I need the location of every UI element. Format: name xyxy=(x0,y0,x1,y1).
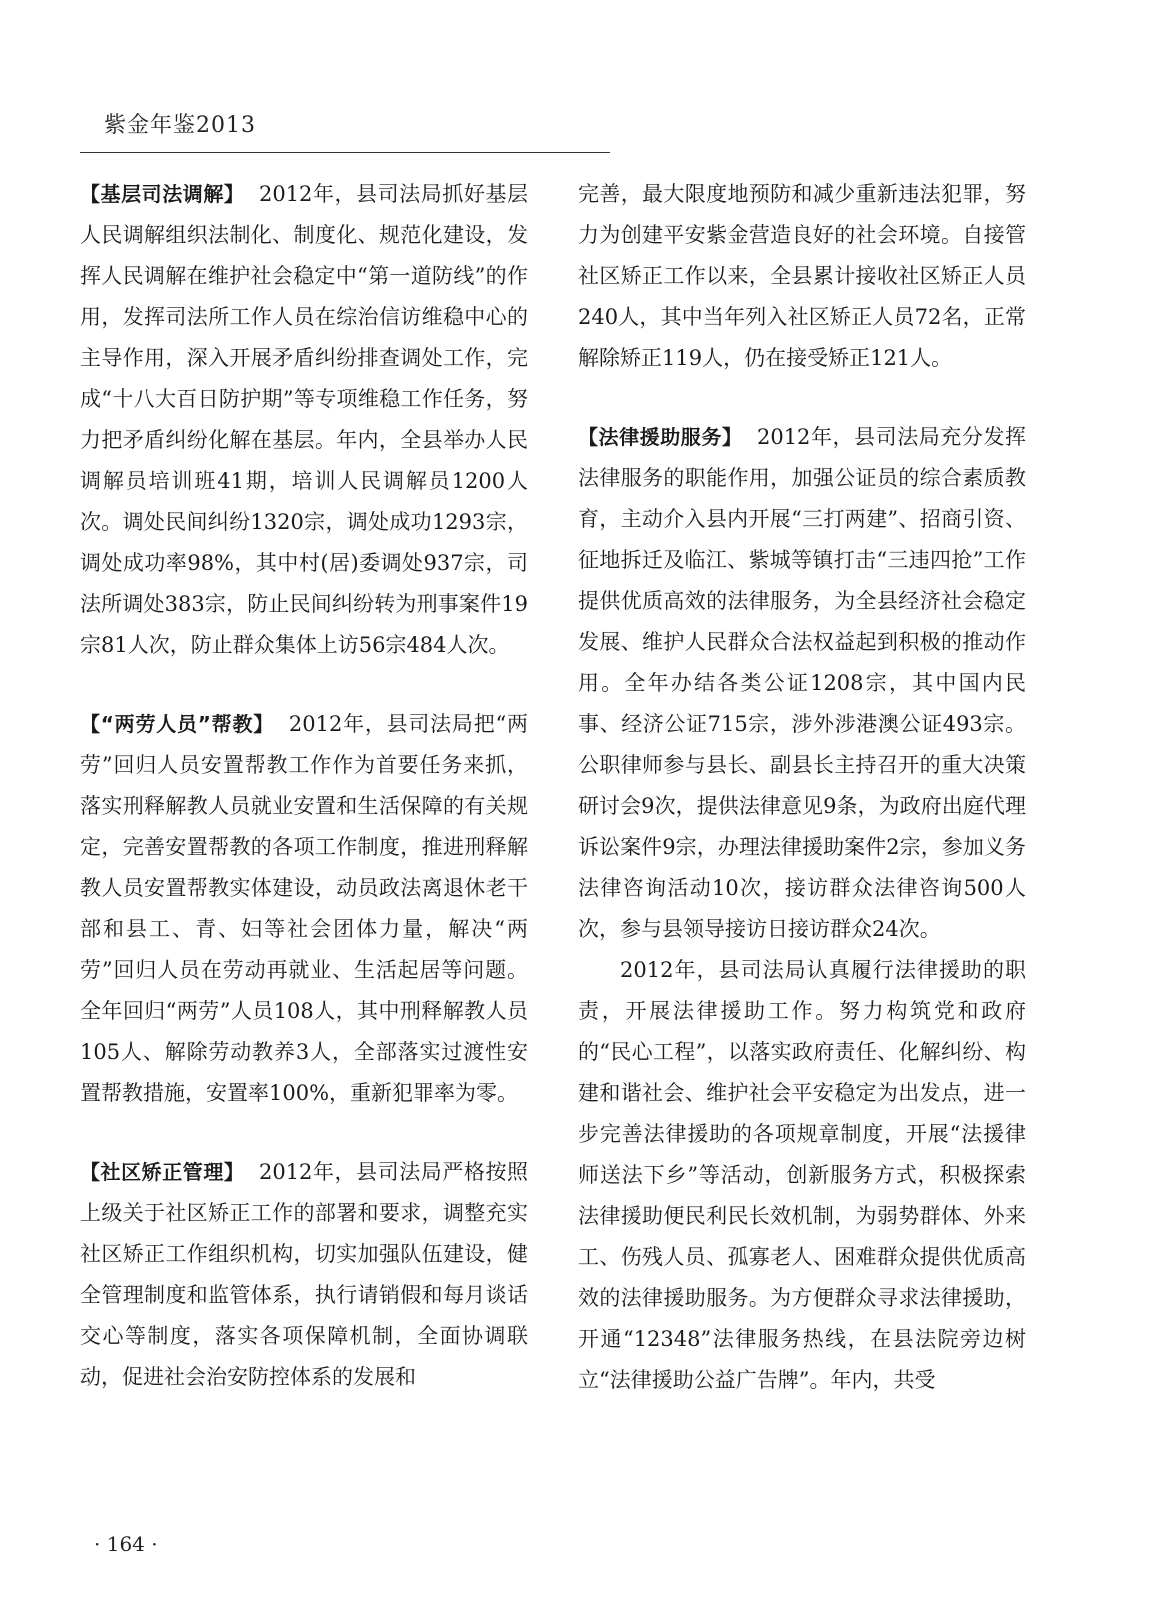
section-heading: 【社区矫正管理】 xyxy=(80,1160,245,1184)
right-column xyxy=(578,174,1026,1401)
paragraph-correction-continued xyxy=(578,174,1026,379)
section-heading: 【基层司法调解】 xyxy=(80,182,245,206)
left-column xyxy=(80,174,528,1398)
section-heading: 【“两劳人员”帮教】 xyxy=(80,712,274,736)
paragraph-text: 完善，最大限度地预防和减少重新违法犯罪，努力为创建平安紫金营造良好的社会环境。自接管社区矫正工作以来，全县累计接收社区矫正人员240人，其中当年列入社区矫正人员72名，正常解除矫正119人，仍在接受矫正121人。 xyxy=(578,182,1026,370)
paragraph-text: 2012年，县司法局认真履行法律援助的职责，开展法律援助工作。努力构筑党和政府的“民心工程”，以落实政府责任、化解纠纷、构建和谐社会、维护社会平安稳定为出发点，进一步完善法律援助的各项规章制度，开展“法援律师送法下乡”等活动，创新服务方式，积极探索法律援助便民利民长效机制，为弱势群体、外来工、伤残人员、孤寡老人、困难群众提供优质高效的法律援助服务。为方便群众寻求法律援助，开通“12348”法律服务热线，在县法院旁边树立“法律援助公益广告牌”。年内，共受 xyxy=(578,958,1026,1392)
paragraph-text: 2012年，县司法局抓好基层人民调解组织法制化、制度化、规范化建设，发挥人民调解在维护社会稳定中“第一道防线”的作用，发挥司法所工作人员在综治信访维稳中心的主导作用，深入开展矛盾纠纷排查调处工作，完成“十八大百日防护期”等专项维稳工作任务，努力把矛盾纠纷化解在基层。年内，全县举办人民调解员培训班41期，培训人民调解员1200人次。调处民间纠纷1320宗，调处成功1293宗，调处成功率98%，其中村(居)委调处937宗，司法所调处383宗，防止民间纠纷转为刑事案件19宗81人次，防止群众集体上访56宗484人次。 xyxy=(80,182,529,657)
page-number: · 164 · xyxy=(94,1532,158,1556)
header-rule xyxy=(80,152,610,153)
paragraph-text: 2012年，县司法局充分发挥法律服务的职能作用，加强公证员的综合素质教育，主动介入县内开展“三打两建”、招商引资、征地拆迁及临江、紫城等镇打击“三违四抢”工作提供优质高效的法律服务，为全县经济社会稳定发展、维护人民群众合法权益起到积极的推动作用。全年办结各类公证1208宗，其中国内民事、经济公证715宗，涉外涉港澳公证493宗。公职律师参与县长、副县长主持召开的重大决策研讨会9次，提供法律意见9条，为政府出庭代理诉讼案件9宗，办理法律援助案件2宗，参加义务法律咨询活动10次，接访群众法律咨询500人次，参与县领导接访日接访群众24次。 xyxy=(578,425,1027,941)
paragraph-legal-aid-duties xyxy=(578,950,1026,1401)
section-heading: 【法律援助服务】 xyxy=(578,425,743,449)
running-header: 紫金年鉴2013 xyxy=(104,113,256,138)
paragraph-legal-aid-service xyxy=(578,417,1026,950)
paragraph-community-correction xyxy=(80,1152,528,1398)
paragraph-grassroots-mediation xyxy=(80,174,528,666)
paragraph-text: 2012年，县司法局把“两劳”回归人员安置帮教工作作为首要任务来抓，落实刑释解教人员就业安置和生活保障的有关规定，完善安置帮教的各项工作制度，推进刑释解教人员安置帮教实体建设，动员政法离退休老干部和县工、青、妇等社会团体力量，解决“两劳”回归人员在劳动再就业、生活起居等问题。全年回归“两劳”人员108人，其中刑释解教人员105人、解除劳动教养3人，全部落实过渡性安置帮教措施，安置率100%，重新犯罪率为零。 xyxy=(80,712,528,1105)
paragraph-text: 2012年，县司法局严格按照上级关于社区矫正工作的部署和要求，调整充实社区矫正工作组织机构，切实加强队伍建设，健全管理制度和监管体系，执行请销假和每月谈话交心等制度，落实各项保障机制，全面协调联动，促进社会治安防控体系的发展和 xyxy=(80,1160,529,1389)
paragraph-two-labor-rehab xyxy=(80,704,528,1114)
